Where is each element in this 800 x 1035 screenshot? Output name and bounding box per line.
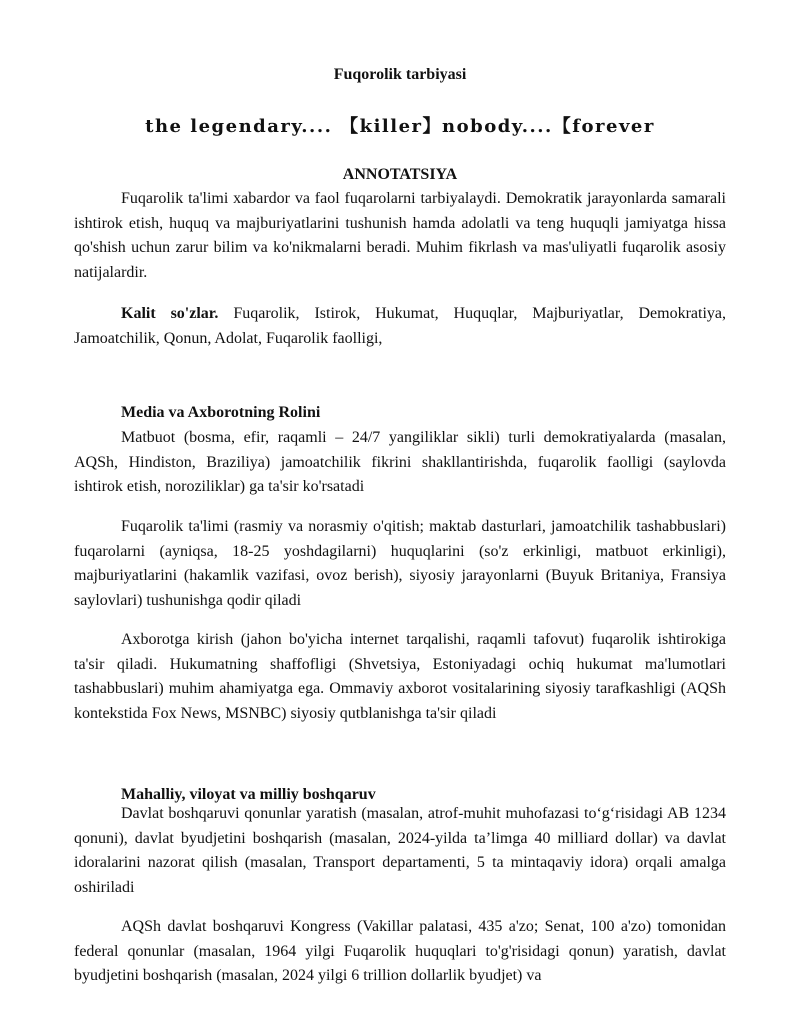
keywords-text: Fuqarolik, Istirok, Hukumat, Huquqlar, Majburiyatlar, Demokratiya, Jamoatchilik, Qonun, Adolat, Fuqarolik faolligi, (74, 305, 726, 347)
section-heading: Mahalliy, viloyat va milliy boshqaruv (121, 786, 376, 803)
section-paragraph: Fuqarolik ta'limi (rasmiy va norasmiy o'qitish; maktab dasturlari, jamoatchilik tashabbuslari) fuqarolarni (ayniqsa, 18-25 yoshdagilarni) huquqlarini (so'z erkinligi, matbuot erkinligi), majburiyatlarini (hakamlik vazifasi, ovoz berish), siyosiy jarayonlarni (Buyuk Britaniya, Fransiya saylovlari) tushunishga qodir qiladi (74, 518, 726, 609)
section-paragraph: Davlat boshqaruvi qonunlar yaratish (masalan, atrof-muhit muhofazasi to‘g‘risidagi AB 1234 qonuni), davlat byudjetini boshqarish (masalan, 2024-yilda ta’limga 40 milliard dollar) va davlat idoralarini nazorat qilish (masalan, Transport departamenti, 5 ta mintaqaviy idora) orqali amalga oshiriladi (74, 805, 726, 896)
keywords-label: Kalit so'zlar. (121, 305, 219, 322)
section-heading: Media va Axborotning Rolini (121, 404, 321, 421)
annotation-paragraph: Fuqarolik ta'limi xabardor va faol fuqarolarni tarbiyalaydi. Demokratik jarayonlarda samarali ishtirok etish, huquq va majburiyatlarini tushunish hamda adolatli va teng huquqli jamiyatga hissa qo'shish uchun zarur bilim va ko'nikmalarni beradi. Muhim fikrlash va mas'uliyatli fuqarolik asosiy natijalardir. (74, 190, 726, 281)
document-subtitle: the legendary.... 【killer】nobody....【forever (145, 116, 655, 137)
section-paragraph: Matbuot (bosma, efir, raqamli – 24/7 yangiliklar sikli) turli demokratiyalarda (masalan, AQSh, Hindiston, Braziliya) jamoatchilik fikrini shakllantirishda, fuqarolik faolligi (saylovda ishtirok etish, noroziliklar) ga ta'sir ko'rsatadi (74, 429, 726, 495)
section-paragraph: AQSh davlat boshqaruvi Kongress (Vakillar palatasi, 435 a'zo; Senat, 100 a'zo) tomonidan federal qonunlar (masalan, 1964 yilgi Fuqarolik huquqlari to'g'risidagi qonun) yaratish, davlat byudjetini boshqarish (masalan, 2024 yilgi 6 trillion dollarlik byudjet) va (74, 918, 726, 984)
keywords-paragraph (74, 302, 726, 351)
document-title: Fuqorolik tarbiyasi (333, 66, 467, 83)
annotation-heading: ANNOTATSIYA (342, 166, 458, 183)
section-paragraph: Axborotga kirish (jahon bo'yicha internet tarqalishi, raqamli tafovut) fuqarolik ishtirokiga ta'sir qiladi. Hukumatning shaffofligi (Shvetsiya, Estoniyadagi ochiq hukumat ma'lumotlari tashabbuslari) muhim ahamiyatga ega. Ommaviy axborot vositalarining siyosiy tarafkashligi (AQSh kontekstida Fox News, MSNBC) siyosiy qutblanishga ta'sir qiladi (74, 631, 726, 722)
